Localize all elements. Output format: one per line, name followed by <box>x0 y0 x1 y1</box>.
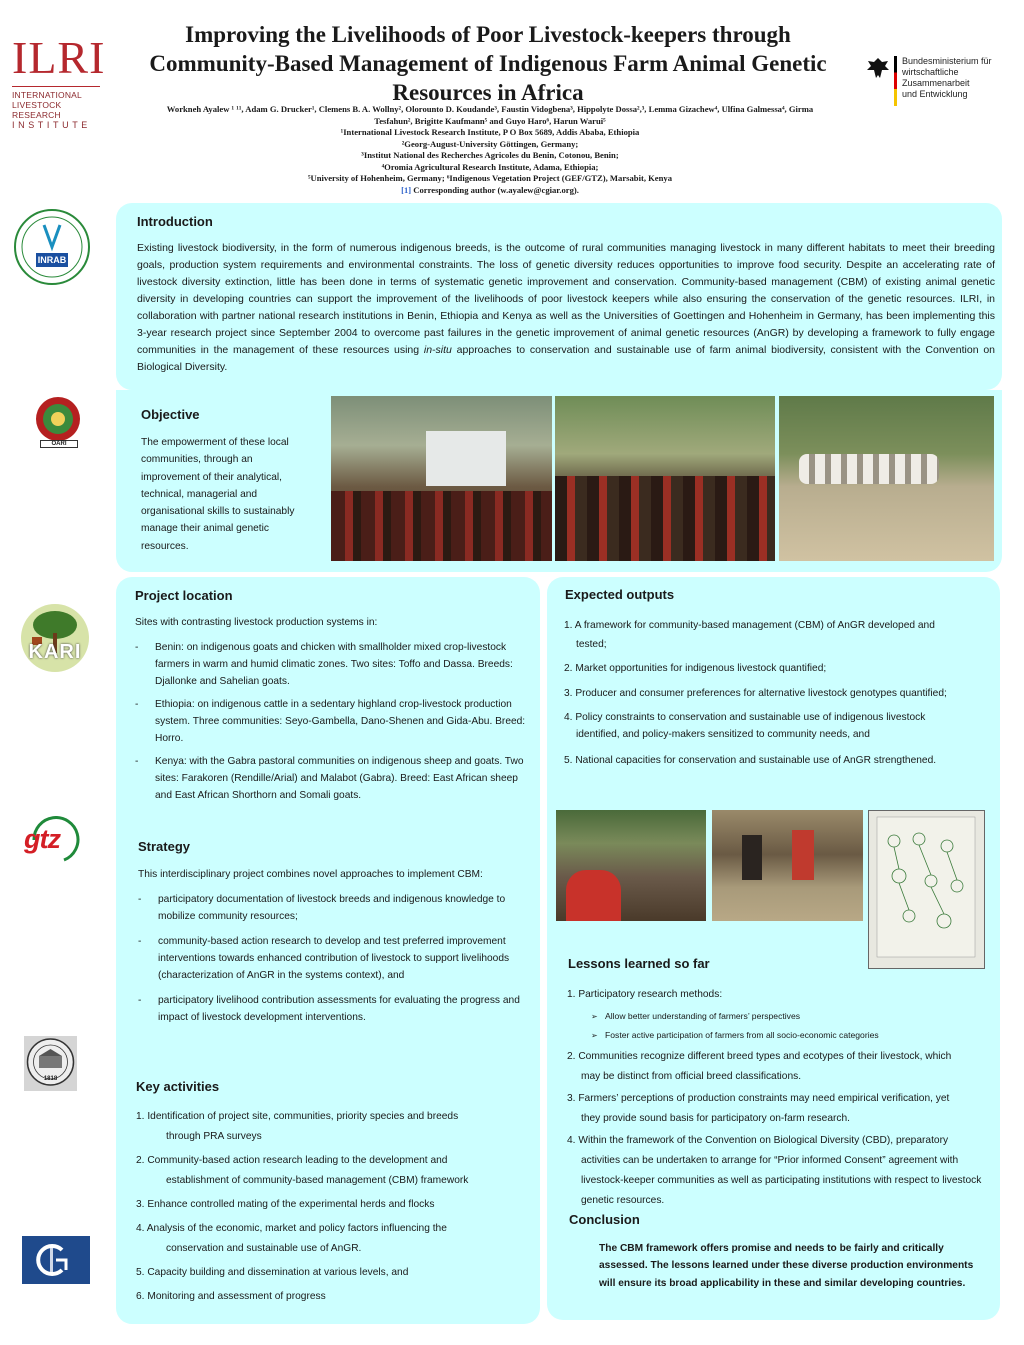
affiliation: ²Georg-August-University Göttingen, Germany; <box>401 138 579 149</box>
list-item: - participatory documentation of livestock breeds and indigenous knowledge to mobilize community resources; <box>138 891 532 925</box>
list-item: 2. Communities recognize different breed types and ecotypes of their livestock, which may be distinct from official breed classifications. <box>567 1051 952 1082</box>
affiliation: ⁵University of Hohenheim, Germany; ⁶Indigenous Vegetation Project (GEF/GTZ), Marsabit, Kenya <box>307 173 672 183</box>
kari-logo: KARI <box>20 603 90 673</box>
lessons-heading: Lessons learned so far <box>568 956 710 971</box>
list-item: 1. Participatory research methods: <box>567 989 723 1000</box>
left-panel <box>116 577 540 1324</box>
list-item: 3. Producer and consumer preferences for alternative livestock genotypes quantified; <box>564 688 947 699</box>
strategy-intro: This interdisciplinary project combines novel approaches to implement CBM: <box>138 869 483 880</box>
list-item: 2. Market opportunities for indigenous livestock quantified; <box>564 663 827 674</box>
affiliation: ³Institut National des Recherches Agricoles du Benin, Cotonou, Benin; <box>361 150 619 160</box>
list-item: - Ethiopia: on indigenous cattle in a sedentary highland crop-livestock production system. Three communities: Seyo-Gambella, Dano-Shenen and Gida-Abu. Breed: Horro. <box>135 696 535 747</box>
project-location-intro: Sites with contrasting livestock production systems in: <box>135 617 378 628</box>
list-item: 1. Identification of project site, communities, priority species and breeds through PRA surveys <box>136 1111 459 1142</box>
oari-logo: OARI <box>33 396 83 454</box>
photo-community-meeting-vehicle <box>331 396 552 561</box>
project-location-heading: Project location <box>135 588 233 603</box>
objective-text: The empowerment of these local communities, through an improvement of their analytical, technical, managerial and organisational skills to sustainably manage their animal genetic resources. <box>141 437 295 552</box>
expected-outputs-list <box>564 616 996 774</box>
introduction-text: Existing livestock biodiversity, in the form of numerous indigenous breeds, is the outcome of rural communities managing livestock in many different habitats to meet their breeding goals, production system requirements and environmental constraints. The loss of genetic diversity reduces opportunities to improve food security. Despite an accelerating rate of livestock diversity extinction, little has been done in terms of systematic genetic improvement and conservation. Community-based management (CBM) of existing animal genetic diversity in developing countries can support the improvement of the livelihoods of poor livestock keepers while also ensuring the conservation of the genetic resources. ILRI, in collaboration with partner national research institutions in Benin, Ethiopia and Kenya as well as the Universities of Goettingen and Hohenheim in Germany, has been implementing this 3-year research project since September 2004 to overcome past failures in the genetic improvement of animal genetic resources (AnGR) by developing a framework to fully engage communities in the management of these resources using in-situ approaches to conservation and sustainable use of farm animal biodiversity, consistent with the Convention on Biological Diversity. <box>137 242 995 373</box>
list-item: 3. Farmers’ perceptions of production constraints may need empirical verification, yet they provide sound basis for participatory on-farm research. <box>567 1093 950 1124</box>
list-item: - Kenya: with the Gabra pastoral communities on indigenous sheep and goats. Two sites: Farakoren (Rendille/Arial) and Malabot (Gabra). Breed: East African sheep and East African Shorthorn and Somali goats. <box>135 753 535 804</box>
expected-outputs-heading: Expected outputs <box>565 587 675 602</box>
authors-line-2: Tesfahun², Brigitte Kaufmann⁵ and Guyo Haro⁶, Harun Warui⁵ <box>374 115 606 126</box>
photo-seated-crowd <box>555 396 775 561</box>
sub-list-item: ➢ Allow better understanding of farmers’ perspectives <box>567 1007 992 1026</box>
key-activities-heading: Key activities <box>136 1079 220 1094</box>
authors-line-1: Workneh Ayalew ¹ ¹¹, Adam G. Drucker¹, Clemens B. A. Wollny², Olorounto D. Koudande³, Faustin Vidogbena³, Hippolyte Dossa²,³, Lemma Gizachew⁴, Ulfina Galmessa⁴, Girma <box>166 104 814 114</box>
german-flag-bar <box>894 56 897 106</box>
list-item: - participatory livelihood contribution assessments for evaluating the progress and impact of livestock development interventions. <box>138 992 532 1026</box>
list-item: - Benin: on indigenous goats and chicken with smallholder mixed crop-livestock farmers in warm and humid climatic zones. Two sites: Toffo and Dassa. Breeds: Djallonke and Sahelian goats. <box>135 639 535 690</box>
corresponding-author: [1] Corresponding author (w.ayalew@cgiar.org). <box>401 184 579 195</box>
inrab-logo: INRAB <box>12 207 92 287</box>
photo-goats-under-tree <box>779 396 994 561</box>
ilri-wordmark: ILRI <box>12 32 106 83</box>
gtz-logo: gtz <box>24 816 92 864</box>
poster-title: Improving the Livelihoods of Poor Livestock-keepers through Community-Based Management of Indigenous Farm Animal Genetic Resources in Africa <box>149 22 827 105</box>
list-item: 3. Enhance controlled mating of the experimental herds and flocks <box>136 1199 435 1210</box>
list-item: 1. A framework for community-based management (CBM) of AnGR developed and tested; <box>564 620 935 650</box>
list-item: 4. Policy constraints to conservation and sustainable use of indigenous livestock identified, and policy-makers sensitized to community needs, and <box>564 712 926 740</box>
strategy-heading: Strategy <box>138 839 191 854</box>
hohenheim-seal: 1818 <box>24 1036 77 1091</box>
photo-women-discussion <box>556 810 706 921</box>
goettingen-logo <box>22 1236 90 1284</box>
objective-heading: Objective <box>141 407 200 422</box>
list-item: 4. Within the framework of the Convention on Biological Diversity (CBD), preparatory activities can be undertaken to arrange for “Prior informed Consent” agreement with livestock-keeper communities as well as participating institutions with respect to livestock genetic resources. <box>567 1135 982 1206</box>
introduction-heading: Introduction <box>137 214 213 229</box>
affiliation: ⁴Oromia Agricultural Research Institute, Adama, Ethiopia; <box>381 161 599 172</box>
key-activities-list <box>136 1107 536 1311</box>
sub-list-item: ➢ Foster active participation of farmers from all socio-economic categories <box>567 1026 992 1045</box>
list-item: 4. Analysis of the economic, market and policy factors influencing the conservation and sustainable use of AnGR. <box>136 1223 447 1254</box>
list-item: 2. Community-based action research leading to the development and establishment of community-based management (CBM) framework <box>136 1155 469 1186</box>
conclusion-heading: Conclusion <box>569 1212 640 1227</box>
project-location-list <box>135 639 535 810</box>
list-item: 5. National capacities for conservation and sustainable use of AnGR strengthened. <box>564 755 937 766</box>
conclusion-text: The CBM framework offers promise and needs to be fairly and critically assessed. The lessons learned under these diverse production environments will ensure its broad applicability in these and similar developing countries. <box>599 1243 974 1289</box>
strategy-list <box>138 891 532 1032</box>
photo-flipchart-diagram <box>868 810 985 969</box>
footnote-link[interactable]: [1] <box>401 184 412 195</box>
eagle-icon <box>864 56 892 82</box>
introduction-panel <box>116 203 1002 390</box>
photo-ground-mapping <box>712 810 863 921</box>
affiliation: ¹International Livestock Research Institute, P O Box 5689, Addis Ababa, Ethiopia <box>340 127 640 137</box>
list-item: - community-based action research to develop and test preferred improvement interventions towards enhanced contribution of livestock to support livelihoods (characterization of AnGR in the systems context), and <box>138 933 532 984</box>
list-item: 5. Capacity building and dissemination at various levels, and <box>136 1267 409 1278</box>
author-block <box>110 104 870 196</box>
ilri-logo: ILRI INTERNATIONAL LIVESTOCK RESEARCH INSTITUTE <box>12 32 106 130</box>
list-item: 6. Monitoring and assessment of progress <box>136 1291 326 1302</box>
lessons-list <box>567 985 992 1215</box>
